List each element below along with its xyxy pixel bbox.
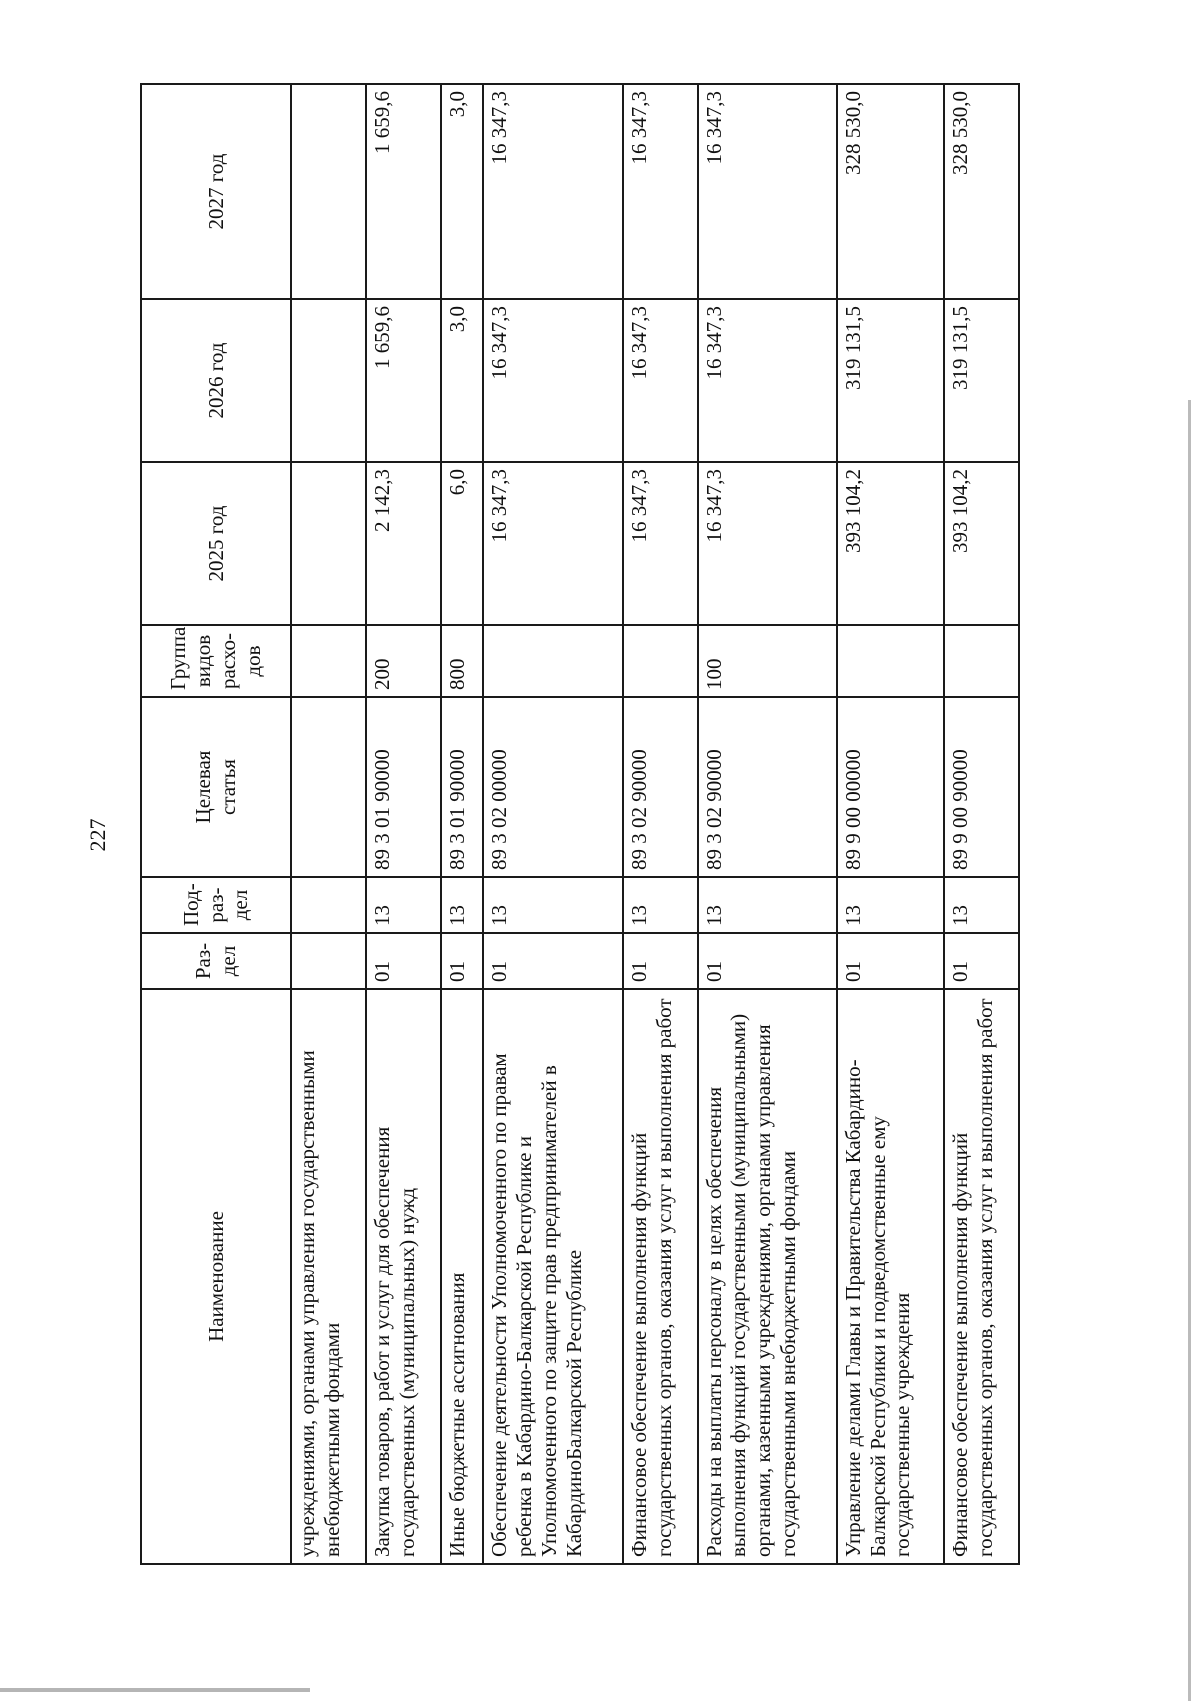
row-2025: 393 104,2 (837, 462, 944, 625)
row-name: Управление делами Главы и Правительства Кабардино-Балкарской Республики и подведомственные ему государственные учреждения (837, 989, 944, 1564)
row-podrazdel: 13 (944, 877, 1019, 933)
row-name: Закупка товаров, работ и услуг для обеспечения государственных (муниципальных) нужд (366, 989, 441, 1564)
row-celevaya-statya (291, 697, 366, 877)
row-razdel: 01 (366, 933, 441, 989)
row-name: Финансовое обеспечение выполнения функций государственных органов, оказания услуг и выполнения работ (944, 989, 1019, 1564)
row-2026: 1 659,6 (366, 299, 441, 462)
header-year-2027: 2027 год (141, 84, 291, 299)
row-celevaya-statya: 89 3 01 90000 (441, 697, 484, 877)
row-2025: 6,0 (441, 462, 484, 625)
row-celevaya-statya: 89 3 02 90000 (698, 697, 837, 877)
row-2026 (291, 299, 366, 462)
row-2027: 328 530,0 (944, 84, 1019, 299)
row-name: учреждениями, органами управления государственными внебюджетными фондами (291, 989, 366, 1564)
table-row (944, 84, 1019, 1564)
table-row (837, 84, 944, 1564)
row-name: Иные бюджетные ассигнования (441, 989, 484, 1564)
header-podrazdel: Под- раз- дел (141, 877, 291, 933)
row-celevaya-statya: 89 9 00 00000 (837, 697, 944, 877)
row-podrazdel: 13 (441, 877, 484, 933)
row-2025: 16 347,3 (698, 462, 837, 625)
budget-table-container (140, 85, 1020, 1565)
row-gruppa (837, 625, 944, 697)
row-podrazdel: 13 (698, 877, 837, 933)
row-gruppa (623, 625, 698, 697)
row-name: Расходы на выплаты персоналу в целях обеспечения выполнения функций государственными (муниципальными) органами, казенными учреждениями, органами управления государственными внебюджетными фондами (698, 989, 837, 1564)
table-row (291, 84, 366, 1564)
row-name: Финансовое обеспечение выполнения функций государственных органов, оказания услуг и выполнения работ (623, 989, 698, 1564)
rotated-table-frame (140, 85, 1020, 1565)
row-razdel: 01 (837, 933, 944, 989)
row-2025: 16 347,3 (483, 462, 622, 625)
row-2027: 328 530,0 (837, 84, 944, 299)
budget-table (140, 83, 1020, 1565)
row-2025: 393 104,2 (944, 462, 1019, 625)
row-razdel: 01 (944, 933, 1019, 989)
header-razdel: Раз- дел (141, 933, 291, 989)
row-gruppa (483, 625, 622, 697)
row-2025 (291, 462, 366, 625)
header-year-2025: 2025 год (141, 462, 291, 625)
row-podrazdel (291, 877, 366, 933)
row-2027: 3,0 (441, 84, 484, 299)
row-celevaya-statya: 89 9 00 90000 (944, 697, 1019, 877)
row-2026: 319 131,5 (837, 299, 944, 462)
scan-artifact-line (0, 1688, 310, 1692)
row-name: Обеспечение деятельности Уполномоченного по правам ребенка в Кабардино-Балкарской Республике и Уполномоченного по защите прав предпринимателей в КабардиноБалкарской Республике (483, 989, 622, 1564)
table-row (483, 84, 622, 1564)
table-row (441, 84, 484, 1564)
header-name: Наименование (141, 989, 291, 1564)
row-gruppa (944, 625, 1019, 697)
row-razdel: 01 (483, 933, 622, 989)
row-2027: 16 347,3 (483, 84, 622, 299)
table-row (698, 84, 837, 1564)
row-celevaya-statya: 89 3 01 90000 (366, 697, 441, 877)
row-razdel: 01 (623, 933, 698, 989)
row-razdel: 01 (698, 933, 837, 989)
table-row (366, 84, 441, 1564)
row-razdel: 01 (441, 933, 484, 989)
row-2027 (291, 84, 366, 299)
row-podrazdel: 13 (483, 877, 622, 933)
header-year-2026: 2026 год (141, 299, 291, 462)
row-gruppa: 800 (441, 625, 484, 697)
row-2026: 319 131,5 (944, 299, 1019, 462)
row-celevaya-statya: 89 3 02 00000 (483, 697, 622, 877)
row-2025: 2 142,3 (366, 462, 441, 625)
table-row (623, 84, 698, 1564)
row-gruppa (291, 625, 366, 697)
page-number: 227 (85, 818, 110, 852)
row-podrazdel: 13 (837, 877, 944, 933)
row-2026: 3,0 (441, 299, 484, 462)
row-2027: 1 659,6 (366, 84, 441, 299)
row-podrazdel: 13 (623, 877, 698, 933)
row-gruppa: 200 (366, 625, 441, 697)
row-razdel (291, 933, 366, 989)
row-2025: 16 347,3 (623, 462, 698, 625)
scan-edge-shadow (1188, 400, 1191, 1701)
header-gruppa-vidov-raskhodov: Группа видов расхо- дов (141, 625, 291, 697)
row-2027: 16 347,3 (698, 84, 837, 299)
row-gruppa: 100 (698, 625, 837, 697)
row-celevaya-statya: 89 3 02 90000 (623, 697, 698, 877)
row-2026: 16 347,3 (698, 299, 837, 462)
row-2026: 16 347,3 (483, 299, 622, 462)
row-podrazdel: 13 (366, 877, 441, 933)
table-header-row (141, 84, 291, 1564)
header-celevaya-statya: Целевая статья (141, 697, 291, 877)
row-2027: 16 347,3 (623, 84, 698, 299)
row-2026: 16 347,3 (623, 299, 698, 462)
